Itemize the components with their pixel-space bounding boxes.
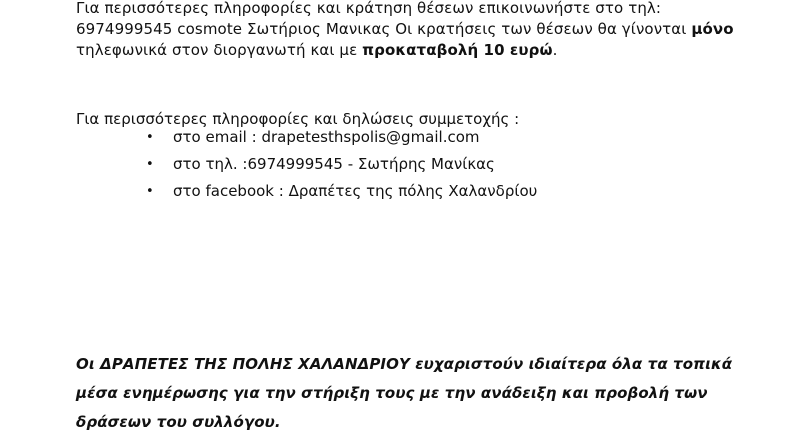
contact-line-3-text: τηλεφωνικά στον διοργανωτή και με (76, 41, 363, 59)
bullet-icon: • (146, 157, 154, 172)
phone-item-text: στο τηλ. :6974999545 - Σωτήρης Μανίκας (173, 155, 495, 173)
closing-line-2: μέσα ενημέρωσης για την στήριξη τους με την ανάδειξη και προβολή των (76, 384, 708, 402)
contact-line-1: Για περισσότερες πληροφορίες και κράτηση θέσεων επικοινωνήστε στο τηλ: (76, 0, 662, 17)
contact-line-2 (76, 19, 776, 40)
bullet-icon: • (146, 130, 154, 145)
deposit-note: προκαταβολή 10 ευρώ (362, 41, 553, 59)
contact-methods-list (146, 128, 537, 209)
contact-line-2-bold: μόνο (691, 20, 734, 38)
list-item (146, 182, 537, 209)
contact-line-3 (76, 40, 776, 61)
email-item-text: στο email : drapetesthspolis@gmail.com (173, 128, 480, 146)
closing-paragraph (76, 350, 776, 437)
closing-line-1: Οι ΔΡΑΠΕΤΕΣ ΤΗΣ ΠΟΛΗΣ ΧΑΛΑΝΔΡΙΟΥ ευχαριστούν ιδιαίτερα όλα τα τοπικά (76, 355, 733, 373)
info-intro: Για περισσότερες πληροφορίες και δηλώσεις συμμετοχής : (76, 110, 520, 128)
facebook-item-text: στο facebook : Δραπέτες της πόλης Χαλανδρίου (173, 182, 538, 200)
contact-line-2-text: 6974999545 cosmote Σωτήριος Μανικας Οι κρατήσεις των θέσεων θα γίνονται (76, 20, 692, 38)
list-item (146, 155, 537, 182)
closing-line-3: δράσεων του συλλόγου. (76, 413, 281, 431)
list-item (146, 128, 537, 155)
bullet-icon: • (146, 184, 154, 199)
contact-line-3-end: . (552, 41, 558, 59)
contact-paragraph (76, 0, 776, 61)
